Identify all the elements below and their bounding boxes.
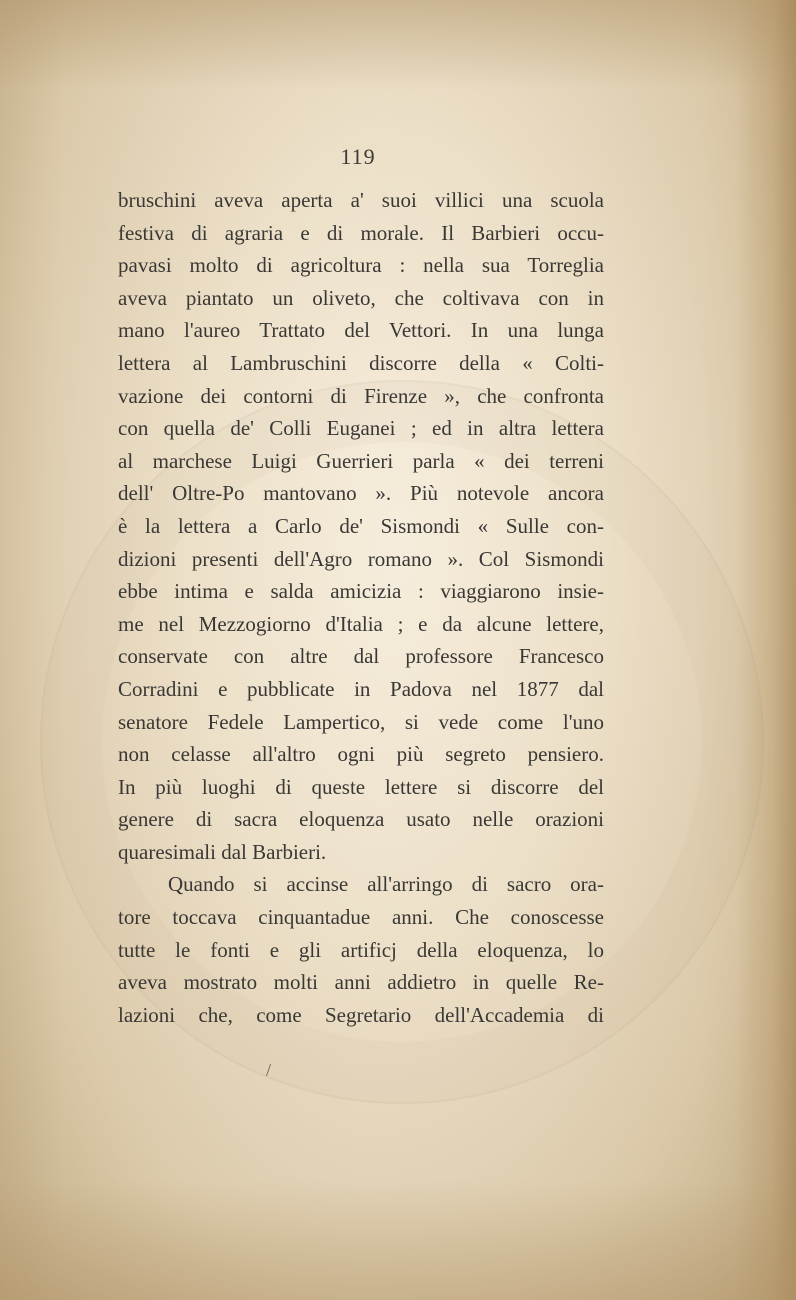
text-line-2: festiva di agraria e di morale. Il Barbieri occu- (118, 220, 604, 245)
page-bottom-shading (0, 1180, 796, 1300)
text-line-4: aveva piantato un oliveto, che coltivava con in (118, 285, 604, 310)
text-line-20: genere di sacra eloquenza usato nelle orazioni (118, 807, 604, 832)
text-line-10: dell' Oltre-Po mantovano ». Più notevole ancora (118, 481, 604, 506)
text-line-8: con quella de' Colli Euganei ; ed in altra lettera (118, 416, 604, 441)
page-number: 119 (340, 144, 376, 169)
text-line-14: me nel Mezzogiorno d'Italia ; e da alcune lettere, (118, 611, 604, 636)
text-line-6: lettera al Lambruschini discorre della « Colti- (118, 350, 604, 375)
text-line-18: non celasse all'altro ogni più segreto pensiero. (118, 742, 604, 767)
text-line-9: al marchese Luigi Guerrieri parla « dei terreni (118, 448, 604, 473)
text-line-3: pavasi molto di agricoltura : nella sua Torreglia (118, 253, 604, 278)
text-line-12: dizioni presenti dell'Agro romano ». Col Sismondi (118, 546, 604, 571)
text-line-11: è la lettera a Carlo de' Sismondi « Sulle con- (118, 513, 604, 538)
text-line-5: mano l'aureo Trattato del Vettori. In una lunga (118, 318, 604, 343)
text-line-23: tore toccava cinquantadue anni. Che conoscesse (118, 905, 604, 930)
text-line-17: senatore Fedele Lampertico, si vede come l'uno (118, 709, 604, 734)
text-line-13: ebbe intima e salda amicizia : viaggiarono insie- (118, 579, 604, 604)
text-line-21: quaresimali dal Barbieri. (118, 839, 327, 864)
text-line-15: conservate con altre dal professore Francesco (118, 644, 604, 669)
text-line-25: aveva mostrato molti anni addietro in quelle Re- (118, 970, 604, 995)
text-line-7: vazione dei contorni di Firenze », che confronta (118, 383, 604, 408)
text-line-22: Quando si accinse all'arringo di sacro ora- (168, 872, 604, 897)
text-line-16: Corradini e pubblicate in Padova nel 1877 dal (118, 676, 604, 701)
text-line-26: lazioni che, come Segretario dell'Accademia di (118, 1002, 604, 1027)
bottom-mark: / (266, 1060, 272, 1080)
page-top-shading (0, 0, 796, 90)
text-line-19: In più luoghi di queste lettere si discorre del (118, 774, 604, 799)
text-line-1: bruschini aveva aperta a' suoi villici una scuola (118, 188, 604, 212)
text-line-24: tutte le fonti e gli artificj della eloquenza, lo (118, 937, 604, 962)
body-text (118, 184, 604, 1031)
